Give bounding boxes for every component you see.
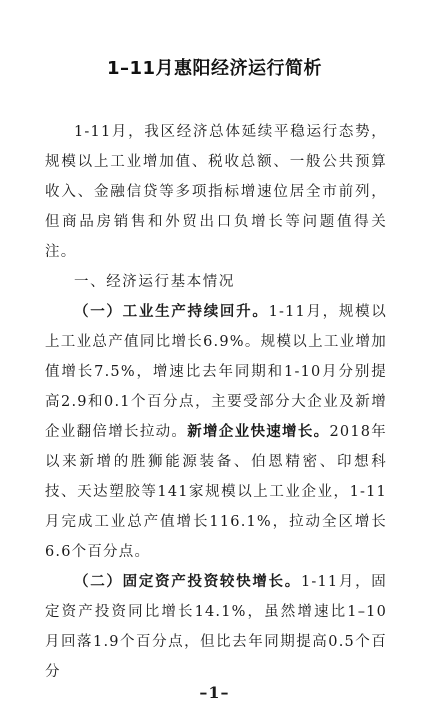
intro-paragraph: 1-11月，我区经济总体延续平稳运行态势，规模以上工业增加值、税收总额、一般公共预算收入、金融信贷等多项指标增速位居全市前列，但商品房销售和外贸出口负增长等问题值得关注。 xyxy=(45,124,387,260)
investment-subheading: （二）固定资产投资较快增长。 xyxy=(74,574,301,590)
industry-text: 1-11月，规模以上工业总产值同比增长6.9%。规模以上工业增加值增长7.5%，增速比去年同期和1-10月分别提高2.9和0.1个百分点，主要受部分大企业及新增企业翻倍增长拉动。 xyxy=(45,304,388,440)
investment-paragraph xyxy=(45,567,387,687)
new-enterprise-highlight: 新增企业快速增长。 xyxy=(187,424,330,440)
industry-subheading: （一）工业生产持续回升。 xyxy=(74,304,269,320)
investment-text: 1-11月，固定资产投资同比增长14.1%，虽然增速比1–10月回落1.9个百分点，但比去年同期提高0.5个百分 xyxy=(45,574,387,680)
page-number: –1– xyxy=(199,683,230,702)
industry-paragraph xyxy=(45,297,387,567)
section-heading: 一、经济运行基本情况 xyxy=(74,274,235,290)
document-body xyxy=(45,117,387,687)
new-enterprise-text: 2018年以来新增的胜狮能源装备、伯恩精密、印想科技、天达塑胶等141家规模以上工业企业，1-11月完成工业总产值增长116.1%，拉动全区增长6.6个百分点。 xyxy=(45,424,387,560)
document-title: 1–11月惠阳经济运行简析 xyxy=(106,58,323,79)
